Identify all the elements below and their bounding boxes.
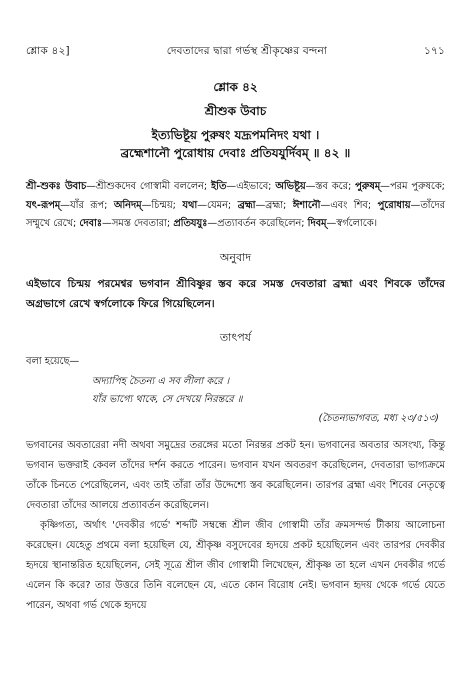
quoted-verse bbox=[26, 373, 445, 409]
synonym-term: ইতি bbox=[211, 181, 227, 192]
synonym-term: পুরোধায় bbox=[377, 199, 411, 211]
synonym-term: যথা bbox=[182, 199, 198, 211]
synonym-meaning: চিন্ময়; bbox=[151, 199, 176, 211]
synonym-term: দেবাঃ bbox=[79, 218, 103, 229]
synonym-term: যৎ-রূপম্ bbox=[26, 199, 61, 211]
verse-number: শ্লোক ৪২ bbox=[213, 80, 258, 94]
synonym-meaning: সমস্ত দেবতারা; bbox=[111, 218, 171, 229]
verse-line-2: ব্রহ্মেশানৌ পুরোধায় দেবাঃ প্রতিযযুর্দিবম্ ॥ ৪২ ॥ bbox=[120, 146, 351, 160]
translation-text: এইভাবে চিন্ময় পরমেশ্বর ভগবান শ্রীবিষ্ণুর স্তব করে সমস্ত দেবতারা ব্রহ্মা এবং শিবকে তাঁদের অগ্রভাগে রেখে স্বর্গলোকে ফিরে গিয়েছিলেন। bbox=[26, 277, 445, 310]
quote-source: (চৈতন্যভাগবত, মধ্য ২৩/৫১৩) bbox=[318, 412, 439, 424]
synonym-meaning: এবং শিব; bbox=[330, 199, 372, 211]
purport-intro: বলা হয়েছে— bbox=[26, 355, 80, 367]
synonym-meaning: স্বর্গলোকে। bbox=[336, 218, 378, 229]
purport-paragraph-2: কৃষ্ণিগত্য, অর্থাৎ 'দেবকীর গর্ভে' শব্দটি সম্বন্ধে শ্রীল জীব গোস্বামী তাঁর ক্রমসন্দর্ভ টীকায় আলোচনা করেছেন। যেহেতু প্রথমে বলা হয়েছিল যে, শ্রীকৃষ্ণ বসুদেবের হৃদয়ে প্রকট হয়েছিলেন এবং তারপর দেবকীর হৃদয়ে স্থানান্তরিত হয়েছিলেন, সেই সূত্রে শ্রীল জীব গোস্বামী লিখেছেন, শ্রীকৃষ্ণ তা হলে এখন দেবকীর গর্ভে এলেন কি করে? তার উত্তরে তিনি বলেছেন যে, এতে কোন বিরোধ নেই। ভগবান হৃদয় থেকে গর্ভে যেতে পারেন, অথবা গর্ভ থেকে হৃদয়ে bbox=[26, 519, 445, 611]
translation-heading: অনুবাদ bbox=[219, 250, 252, 264]
synonym-term: শ্রী-শুকঃ উবাচ bbox=[26, 181, 87, 192]
quoted-verse-line-2: যাঁর ভাগ্যে থাকে, সে দেখয়ে নিরন্তরে ॥ bbox=[92, 393, 243, 405]
page-number: ১৭১ bbox=[423, 45, 445, 57]
verse-block bbox=[26, 79, 445, 162]
synonym-meaning: শ্রীশুকদেব গোস্বামী বললেন; bbox=[95, 181, 208, 192]
header-chapter-title: দেবতাদের দ্বারা গর্ভস্থ শ্রীকৃষ্ণের বন্দনা bbox=[166, 45, 328, 57]
synonym-meaning: যেমন; bbox=[207, 199, 232, 211]
purport-heading: তাৎপর্য bbox=[219, 330, 252, 344]
synonym-term: পুরুষম্ bbox=[355, 181, 381, 192]
synonym-term: ঈশানৌ bbox=[292, 199, 321, 211]
header-verse-ref: শ্লোক ৪২] bbox=[26, 45, 70, 57]
quoted-verse-line-1: অদ্যাপিহ চৈতন্য এ সব লীলা করে । bbox=[92, 375, 230, 387]
synonym-term: দিবম্ bbox=[307, 218, 327, 229]
synonym-meaning: স্তব করে; bbox=[315, 181, 352, 192]
synonym-term: অভিষ্টূয় bbox=[275, 181, 306, 192]
purport-paragraph-1: ভগবানের অবতারেরা নদী অথবা সমুদ্রের তরঙ্গের মতো নিরন্তর প্রকট হন। ভগবানের অবতার অসংখ্য, কিন্তু ভগবান ভক্তরাই কেবল তাঁদের দর্শন করতে পারেন। ভগবান যখন অবতরণ করেছিলেন, দেবতারা ভাগ্যক্রমে তাঁকে চিনতে পেরেছিলেন, এবং তাই তাঁরা তাঁর উদ্দেশ্যে স্তব করেছিলেন। তারপর ব্রহ্মা এবং শিবের নেতৃত্বে দেবতারা তাঁদের আলয়ে প্রত্যাবর্তন করেছিলেন। bbox=[26, 439, 445, 511]
synonym-meaning: প্রত্যাবর্তন করেছিলেন; bbox=[217, 218, 305, 229]
synonym-meaning: এইভাবে; bbox=[236, 181, 272, 192]
word-for-word-synonyms: শ্রী-শুকঃ উবাচ—শ্রীশুকদেব গোস্বামী বললেন; ইতি—এইভাবে; অভিষ্টূয়—স্তব করে; পুরুষম্—পরম পুরুষকে; যৎ-রূপম্—যাঁর রূপ; অনিদম্—চিন্ময়; যথা—যেমন; ব্রহ্মা—ব্রহ্মা; ঈশানৌ—এবং শিব; পুরোধায়—তাঁদের সম্মুখে রেখে; দেবাঃ—সমস্ত দেবতারা; প্রতিযযুঃ—প্রত্যাবর্তন করেছিলেন; দিবম্—স্বর্গলোকে। bbox=[26, 181, 445, 229]
synonym-meaning: পরম পুরুষকে; bbox=[389, 181, 445, 192]
synonym-term: অনিদম্ bbox=[113, 199, 142, 211]
verse-line-1: ইত্যভিষ্টূয় পুরুষং যদ্রূপমনিদং যথা । bbox=[151, 128, 320, 142]
running-header bbox=[26, 0, 445, 61]
verse-speaker: শ্রীশুক উবাচ bbox=[204, 104, 267, 118]
synonym-term: প্রতিযযুঃ bbox=[173, 218, 208, 229]
synonym-term: ব্রহ্মা bbox=[237, 199, 256, 211]
synonym-meaning: যাঁর রূপ; bbox=[69, 199, 108, 211]
synonym-meaning: তাঁদের সম্মুখে রেখে; bbox=[26, 199, 445, 229]
synonym-meaning: ব্রহ্মা; bbox=[265, 199, 287, 211]
